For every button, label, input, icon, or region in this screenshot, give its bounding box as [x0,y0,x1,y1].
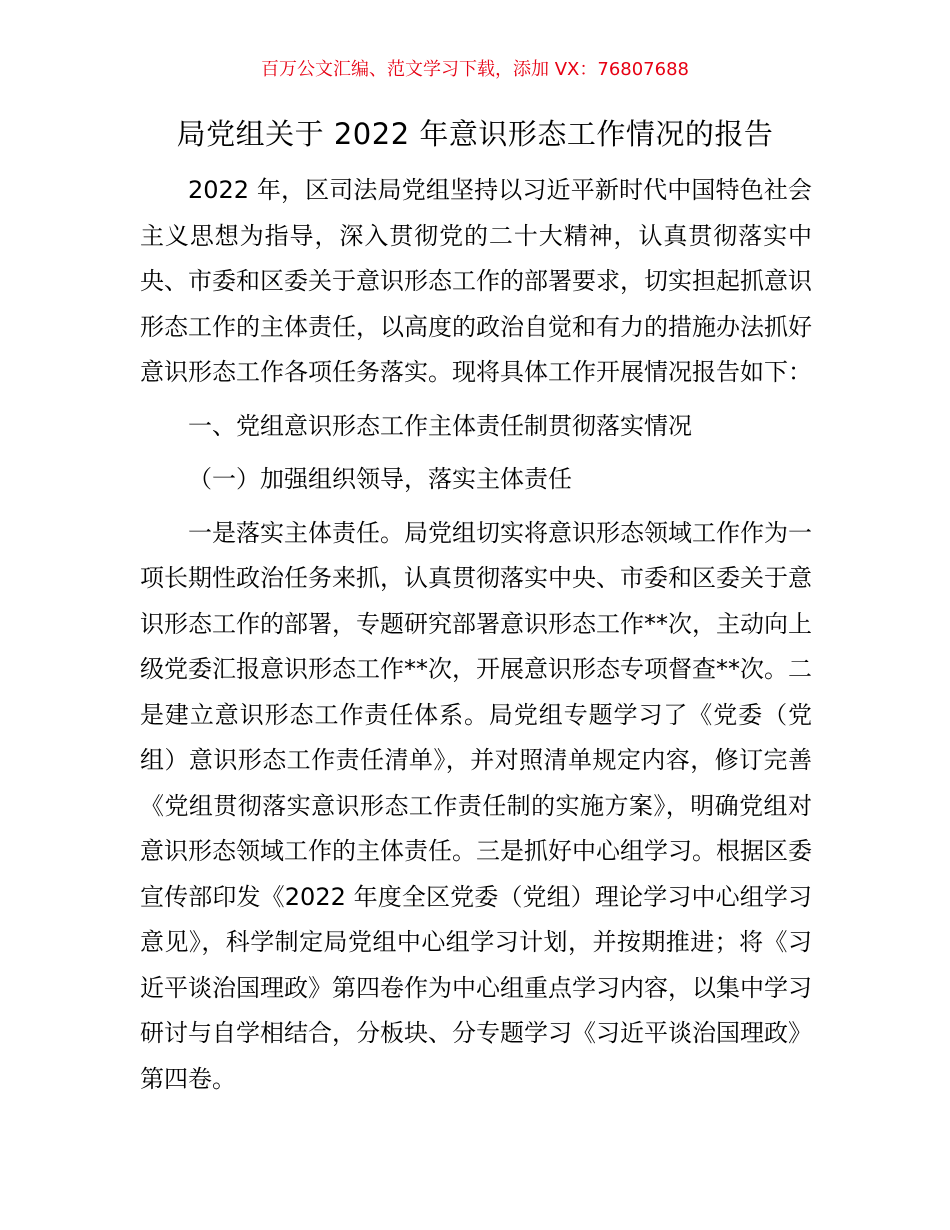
intro-paragraph: 2022 年，区司法局党组坚持以习近平新时代中国特色社会主义思想为指导，深入贯彻党的二十大精神，认真贯彻落实中央、市委和区委关于意识形态工作的部署要求，切实担起抓意识形态工作的主体责任，以高度的政治自觉和有力的措施办法抓好意识形态工作各项任务落实。现将具体工作开展情况报告如下： [140,176,812,386]
document-body [140,168,812,1102]
document-title: 局党组关于 2022 年意识形态工作情况的报告 [176,117,774,151]
watermark-header: 百万公文汇编、范文学习下载，添加 VX：76807688 [261,59,689,80]
section-heading-1: 一、党组意识形态工作主体责任制贯彻落实情况 [188,411,692,440]
subsection-body-paragraph: 一是落实主体责任。局党组切实将意识形态领域工作作为一项长期性政治任务来抓，认真贯彻落实中央、市委和区委关于意识形态工作的部署，专题研究部署意识形态工作**次，主动向上级党委汇报意识形态工作**次，开展意识形态专项督查**次。二是建立意识形态工作责任体系。局党组专题学习了《党委（党组）意识形态工作责任清单》，并对照清单规定内容，修订完善《党组贯彻落实意识形态工作责任制的实施方案》，明确党组对意识形态领域工作的主体责任。三是抓好中心组学习。根据区委宣传部印发《2022 年度全区党委（党组）理论学习中心组学习意见》，科学制定局党组中心组学习计划，并按期推进；将《习近平谈治国理政》第四卷作为中心组重点学习内容，以集中学习研讨与自学相结合，分板块、分专题学习《习近平谈治国理政》第四卷。 [140,518,812,1093]
subsection-heading-1: （一）加强组织领导，落实主体责任 [188,465,572,493]
